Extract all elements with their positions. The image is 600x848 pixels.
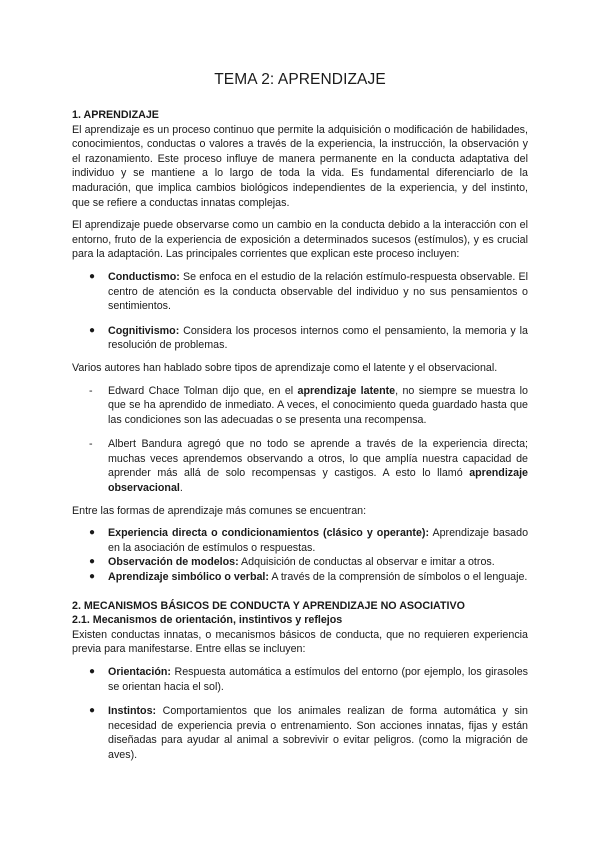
section-1-paragraph-3: Varios autores han hablado sobre tipos de aprendizaje como el latente y el observacional.	[72, 361, 498, 374]
list-item-text: Se enfoca en el estudio de la relación estímulo-respuesta observable. El centro de atención es la conducta observable del individuo y no sus pensamientos o sentimientos.	[108, 270, 528, 313]
list-item	[72, 324, 528, 353]
list-item	[72, 570, 528, 585]
list-item-text: , no siempre se muestra lo que se ha aprendido de inmediato. A veces, el conocimiento queda guardado hasta que las condiciones son las adecuadas o se presenta una recompensa.	[108, 384, 528, 426]
bullet-icon: ●	[89, 324, 96, 336]
list-item-text: Comportamientos que los animales realizan de forma automática y sin necesidad de experiencia previa o entrenamiento. Son acciones innatas, fijas y están diseñadas para ayudar al animal a sobrevivir o evitar peligros. (como la migración de aves).	[108, 705, 528, 761]
list-item-term: Aprendizaje simbólico o verbal:	[108, 571, 269, 584]
list-item	[72, 665, 528, 694]
section-2-1-heading: 2.1. Mecanismos de orientación, instintivos y reflejos	[72, 614, 343, 627]
list-item-text: Albert Bandura agregó que no todo se aprende a través de la experiencia directa; muchas veces aprendemos observando a otros, lo que amplía nuestra capacidad de aprender más allá de solo recompensas y castigos. A esto lo llamó	[108, 438, 528, 480]
section-1-paragraph-4: Entre las formas de aprendizaje más comunes se encuentran:	[72, 504, 367, 517]
list-item-text: Considera los procesos internos como el pensamiento, la memoria y la resolución de problemas.	[108, 324, 528, 352]
list-item	[72, 555, 528, 570]
list-item-term: Experiencia directa o condicionamientos (clásico y operante):	[108, 527, 430, 540]
dash-icon: -	[89, 438, 93, 451]
section-1-paragraph-2: El aprendizaje puede observarse como un cambio en la conducta debido a la interacción con el entorno, fruto de la experiencia de exposición a determinados sucesos (estímulos), y es crucial para la adaptación. Las principales corrientes que explican este proceso incluyen:	[72, 219, 528, 261]
list-item-text: .	[179, 482, 183, 495]
list-item	[72, 437, 528, 495]
bullet-icon: ●	[89, 666, 96, 677]
authors-list	[72, 384, 528, 496]
section-2-paragraph-1: Existen conductas innatas, o mecanismos básicos de conducta, que no requieren experiencia previa para manifestarse. Entre ellas se incluyen:	[72, 628, 528, 656]
list-item-text: A través de la comprensión de símbolos o el lenguaje.	[268, 571, 528, 584]
list-item	[72, 270, 528, 314]
list-item-term: Instintos:	[108, 705, 157, 718]
innate-list	[72, 665, 528, 763]
section-1-paragraph-1: El aprendizaje es un proceso continuo que permite la adquisición o modificación de habilidades, conocimientos, conductas o valores a través de la experiencia, la instrucción, la observación y el razonamiento. Este proceso influye de manera permanente en la conducta adaptativa del individuo y se mantiene a lo largo de toda la vida. Es fundamental diferenciarlo de la maduración, que implica cambios biológicos independientes de la experiencia, y del instinto, que se refiere a conductas innatas complejas.	[72, 123, 528, 209]
list-item-term: aprendizaje observacional	[108, 467, 528, 495]
list-item-term: aprendizaje latente	[297, 384, 396, 397]
bullet-icon: ●	[89, 556, 96, 568]
section-2-heading: 2. MECANISMOS BÁSICOS DE CONDUCTA Y APRENDIZAJE NO ASOCIATIVO	[72, 599, 465, 612]
list-item	[72, 384, 528, 428]
document-page	[72, 70, 528, 763]
list-item-text: Adquisición de conductas al observar e imitar a otros.	[238, 556, 495, 569]
list-item-text: Aprendizaje basado en la asociación de estímulos o respuestas.	[108, 527, 529, 554]
bullet-icon: ●	[89, 527, 96, 539]
list-item-text: Edward Chace Tolman dijo que, en el	[108, 384, 298, 397]
list-item	[72, 526, 528, 555]
list-item	[72, 704, 528, 762]
list-item-term: Cognitivismo:	[108, 324, 180, 337]
document-title: TEMA 2: APRENDIZAJE	[214, 71, 386, 88]
bullet-icon: ●	[89, 571, 96, 583]
list-item-term: Conductismo:	[108, 270, 180, 283]
list-item-term: Orientación:	[108, 666, 171, 678]
list-item-term: Observación de modelos:	[108, 556, 239, 569]
forms-list	[72, 526, 528, 584]
bullet-icon: ●	[89, 270, 96, 282]
section-1-heading: 1. APRENDIZAJE	[72, 109, 159, 121]
list-item-text: Respuesta automática a estímulos del entorno (por ejemplo, los girasoles se orientan hacia el sol).	[108, 666, 528, 693]
dash-icon: -	[89, 384, 93, 397]
bullet-icon: ●	[89, 705, 96, 717]
currents-list	[72, 270, 528, 353]
